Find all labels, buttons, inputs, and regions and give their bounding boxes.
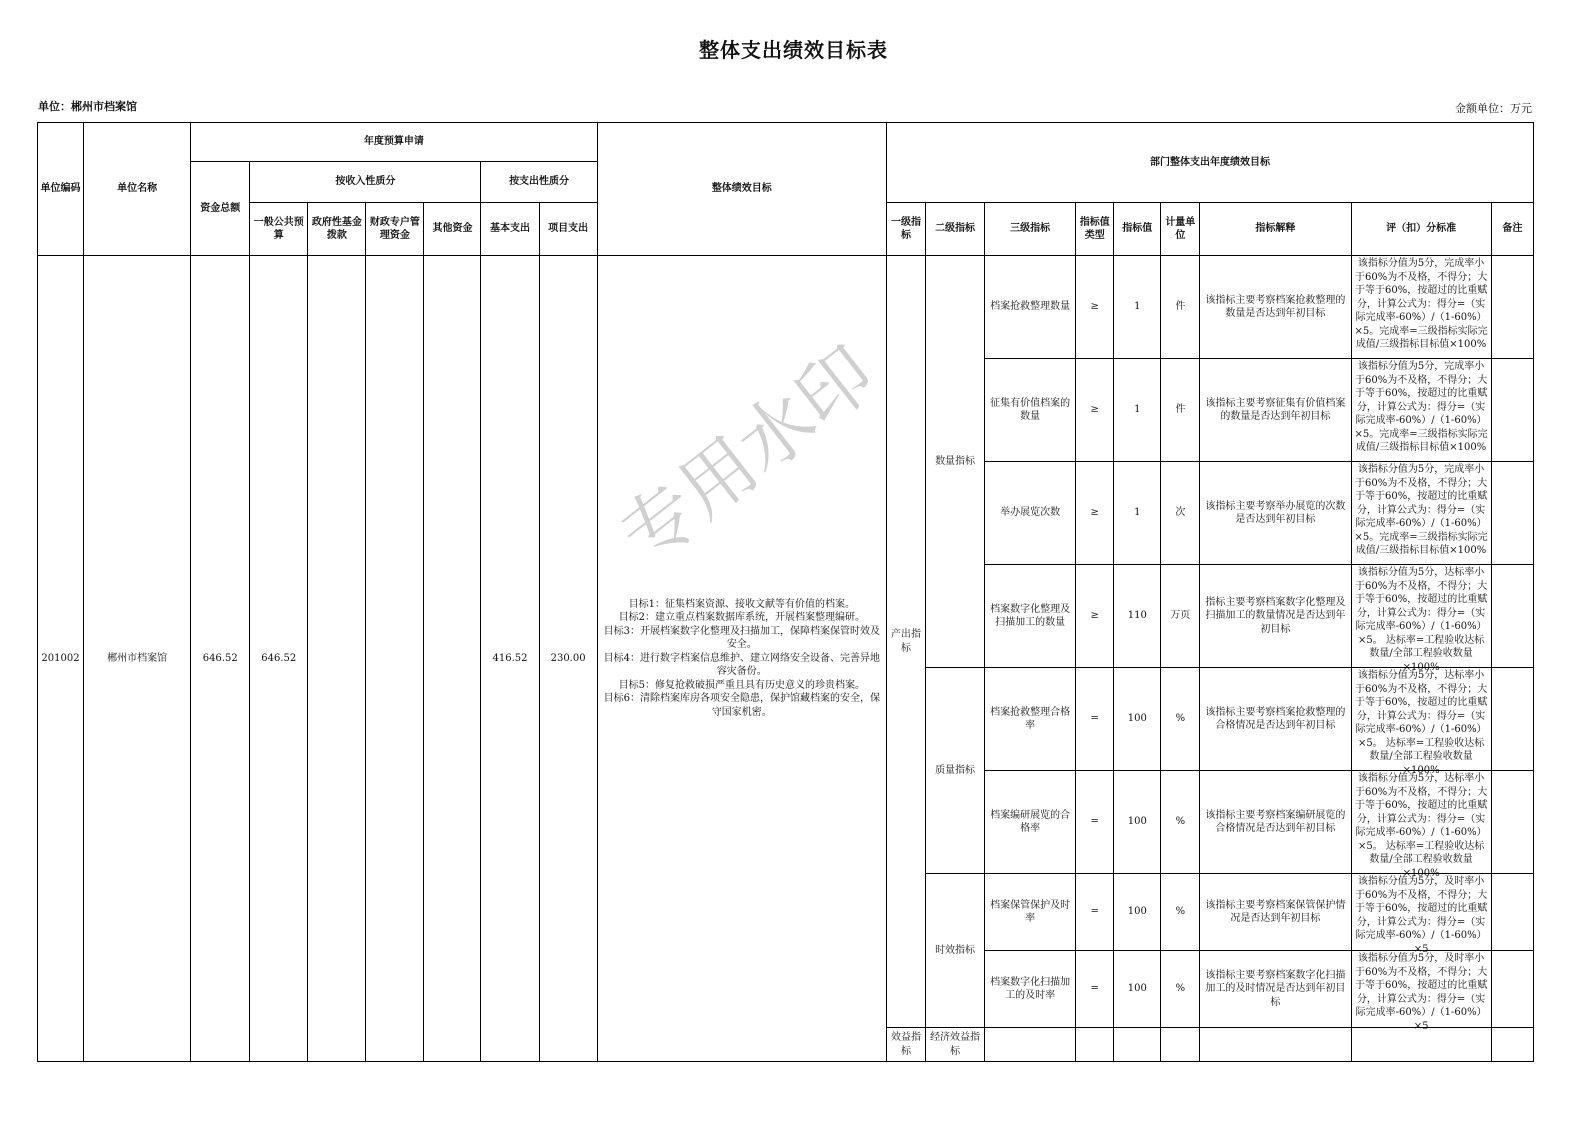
- level2-timeliness-cell: 时效指标: [926, 874, 985, 1028]
- level1-output-cell: 产出指标: [886, 256, 925, 1028]
- header-remark: 备注: [1491, 203, 1533, 256]
- amount-unit-label: 金额单位：万元: [1455, 102, 1532, 115]
- indicator-value: 100: [1114, 668, 1161, 771]
- header-scoring: 评（扣）分标准: [1351, 203, 1491, 256]
- header-level2: 二级指标: [926, 203, 985, 256]
- indicator-explanation: 该指标主要考察征集有价值档案的数量是否达到年初目标: [1200, 359, 1351, 462]
- indicator-remark: [1491, 874, 1533, 951]
- indicator-remark: [1491, 256, 1533, 359]
- indicator-type: ≥: [1076, 565, 1114, 668]
- indicator-name: 档案编研展览的合格率: [985, 771, 1076, 874]
- header-total-funds: 资金总额: [191, 162, 250, 256]
- watermark: 专用水印: [604, 330, 892, 581]
- header-dept-goal: 部门整体支出年度绩效目标: [886, 123, 1533, 203]
- goal-line: 目标3：开展档案数字化整理及扫描加工，保障档案保管时效及安全。: [603, 625, 880, 651]
- indicator-type: =: [1076, 771, 1114, 874]
- indicator-name: 档案抢救整理合格率: [985, 668, 1076, 771]
- goal-line: 目标2：建立重点档案数据库系统，开展档案整理编研。: [618, 612, 865, 624]
- indicator-unit: %: [1161, 951, 1200, 1028]
- header-annual-budget: 年度预算申请: [191, 123, 597, 162]
- indicator-scoring: 该指标分值为5分，及时率小于60%为不及格，不得分；大于等于60%，按超过的比重赋分，计算公式为：得分=（实际完成率-60%）/（1-60%）×5: [1354, 876, 1488, 955]
- header-special-fund: 财政专户管理资金: [366, 203, 424, 256]
- header-measure-unit: 计量单位: [1161, 203, 1200, 256]
- empty-cell: [1200, 1028, 1351, 1062]
- indicator-name: 档案数字化整理及扫描加工的数量: [985, 565, 1076, 668]
- level2-economic-cell: 经济效益指标: [926, 1028, 985, 1062]
- indicator-remark: [1491, 462, 1533, 565]
- table-row: [38, 256, 1534, 359]
- header-basic-expense: 基本支出: [481, 203, 539, 256]
- indicator-value: 100: [1114, 771, 1161, 874]
- header-overall-goal: 整体绩效目标: [597, 123, 886, 256]
- indicator-scoring: 该指标分值为5分，达标率小于60%为不及格，不得分；大于等于60%，按超过的比重赋分，计算公式为：得分=（实际完成率-60%）/（1-60%）×5。 达标率=工程验收达标数量/全部工程验收数量×100%: [1354, 567, 1488, 673]
- header-unit-code: 单位编码: [38, 123, 84, 256]
- empty-cell: [1491, 1028, 1533, 1062]
- indicator-explanation: 该指标主要考察档案抢救整理的合格情况是否达到年初目标: [1200, 668, 1351, 771]
- indicator-scoring-cell: [1351, 771, 1491, 879]
- indicator-remark: [1491, 771, 1533, 874]
- empty-cell: [985, 1028, 1076, 1062]
- indicator-type: ≥: [1076, 256, 1114, 359]
- goal-line: 目标6：清除档案库房各项安全隐患，保护馆藏档案的安全，保守国家机密。: [603, 693, 880, 718]
- indicator-remark: [1491, 951, 1533, 1028]
- unit-label: 单位：郴州市档案馆: [38, 100, 137, 113]
- goal-line: 目标5：修复抢救破损严重且具有历史意义的珍贵档案。: [618, 679, 865, 691]
- indicator-scoring-cell: [1351, 256, 1491, 359]
- indicator-scoring-cell: [1351, 951, 1491, 1032]
- header-level1: 一级指标: [886, 203, 925, 256]
- indicator-unit: 件: [1161, 256, 1200, 359]
- indicator-type: ≥: [1076, 359, 1114, 462]
- header-by-income: 按收入性质分: [250, 162, 481, 203]
- indicator-unit: %: [1161, 771, 1200, 874]
- unit-code-cell: 201002: [38, 256, 84, 1062]
- header-value: 指标值: [1114, 203, 1161, 256]
- indicator-explanation: 该指标主要考察档案保管保护情况是否达到年初目标: [1200, 874, 1351, 951]
- indicator-scoring-cell: [1351, 359, 1491, 462]
- header-other-fund: 其他资金: [424, 203, 481, 256]
- indicator-value: 1: [1114, 462, 1161, 565]
- header-value-type: 指标值类型: [1076, 203, 1114, 256]
- indicator-scoring-cell: [1351, 874, 1491, 955]
- indicator-explanation: 该指标主要考察档案抢救整理的数量是否达到年初目标: [1200, 256, 1351, 359]
- indicator-scoring-cell: [1351, 668, 1491, 776]
- page-title: 整体支出绩效目标表: [699, 38, 888, 62]
- header-by-expense: 按支出性质分: [481, 162, 597, 203]
- goal-line: 目标1：征集档案资源、接收文献等有价值的档案。: [628, 598, 855, 610]
- indicator-remark: [1491, 359, 1533, 462]
- indicator-name: 举办展览次数: [985, 462, 1076, 565]
- indicator-scoring: 该指标分值为5分，完成率小于60%为不及格，不得分；大于等于60%，按超过的比重赋分，计算公式为：得分=（实际完成率-60%）/（1-60%）×5。完成率=三级指标实际完成值/三级指标目标值×100%: [1354, 464, 1488, 556]
- indicator-scoring: 该指标分值为5分，完成率小于60%为不及格，不得分；大于等于60%，按超过的比重赋分，计算公式为：得分=（实际完成率-60%）/（1-60%）×5。完成率=三级指标实际完成值/三级指标目标值×100%: [1354, 258, 1488, 350]
- header-gov-fund: 政府性基金拨款: [308, 203, 366, 256]
- header-general-budget: 一般公共预算: [250, 203, 308, 256]
- indicator-scoring-cell: [1351, 565, 1491, 673]
- indicator-explanation: 该指标主要考察档案数字化扫描加工的及时情况是否达到年初目标: [1200, 951, 1351, 1028]
- level2-quantity-cell: 数量指标: [926, 256, 985, 668]
- indicator-scoring: 该指标分值为5分，完成率小于60%为不及格，不得分；大于等于60%，按超过的比重赋分，计算公式为：得分=（实际完成率-60%）/（1-60%）×5。完成率=三级指标实际完成值/三级指标目标值×100%: [1354, 361, 1488, 453]
- empty-cell: [1161, 1028, 1200, 1062]
- indicator-value: 1: [1114, 256, 1161, 359]
- indicator-scoring-cell: [1351, 462, 1491, 565]
- indicator-scoring: 该指标分值为5分，及时率小于60%为不及格，不得分；大于等于60%，按超过的比重赋分，计算公式为：得分=（实际完成率-60%）/（1-60%）×5: [1354, 953, 1488, 1032]
- other-fund-cell: [424, 256, 481, 1062]
- indicator-value: 110: [1114, 565, 1161, 668]
- header-project-expense: 项目支出: [539, 203, 597, 256]
- indicator-type: =: [1076, 874, 1114, 951]
- header-explanation: 指标解释: [1200, 203, 1351, 256]
- indicator-unit: %: [1161, 668, 1200, 771]
- basic-expense-cell: 416.52: [481, 256, 539, 1062]
- project-expense-cell: 230.00: [539, 256, 597, 1062]
- header-row-1: [38, 123, 1534, 162]
- indicator-name: 档案抢救整理数量: [985, 256, 1076, 359]
- special-fund-cell: [366, 256, 424, 1062]
- goal-line: 目标4：进行数字档案信息维护、建立网络安全设备、完善异地容灾备份。: [603, 652, 880, 678]
- unit-name-cell: 郴州市档案馆: [84, 256, 191, 1062]
- indicator-remark: [1491, 668, 1533, 771]
- empty-cell: [1114, 1028, 1161, 1062]
- indicator-unit: 次: [1161, 462, 1200, 565]
- indicator-value: 100: [1114, 874, 1161, 951]
- level2-quality-cell: 质量指标: [926, 668, 985, 874]
- general-budget-cell: 646.52: [250, 256, 308, 1062]
- indicator-scoring: 该指标分值为5分，达标率小于60%为不及格，不得分；大于等于60%，按超过的比重赋分，计算公式为：得分=（实际完成率-60%）/（1-60%）×5。 达标率=工程验收达标数量/全部工程验收数量×100%: [1354, 670, 1488, 776]
- indicator-value: 1: [1114, 359, 1161, 462]
- header-unit-name: 单位名称: [84, 123, 191, 256]
- level1-benefit-cell: 效益指标: [886, 1028, 925, 1062]
- indicator-unit: 件: [1161, 359, 1200, 462]
- indicator-scoring: 该指标分值为5分，达标率小于60%为不及格，不得分；大于等于60%，按超过的比重赋分，计算公式为：得分=（实际完成率-60%）/（1-60%）×5。 达标率=工程验收达标数量/全部工程验收数量×100%: [1354, 773, 1488, 879]
- indicator-name: 档案数字化扫描加工的及时率: [985, 951, 1076, 1028]
- indicator-remark: [1491, 565, 1533, 668]
- indicator-value: 100: [1114, 951, 1161, 1028]
- header-level3: 三级指标: [985, 203, 1076, 256]
- indicator-type: ≥: [1076, 462, 1114, 565]
- empty-cell: [1076, 1028, 1114, 1062]
- gov-fund-cell: [308, 256, 366, 1062]
- indicator-explanation: 指标主要考察档案数字化整理及扫描加工的数量情况是否达到年初目标: [1200, 565, 1351, 668]
- indicator-explanation: 该指标主要考察举办展览的次数是否达到年初目标: [1200, 462, 1351, 565]
- indicator-type: =: [1076, 668, 1114, 771]
- total-funds-cell: 646.52: [191, 256, 250, 1062]
- overall-goal-cell: [597, 256, 886, 1062]
- performance-target-table: [37, 122, 1534, 1062]
- indicator-unit: %: [1161, 874, 1200, 951]
- indicator-unit: 万页: [1161, 565, 1200, 668]
- indicator-name: 征集有价值档案的数量: [985, 359, 1076, 462]
- indicator-type: =: [1076, 951, 1114, 1028]
- indicator-name: 档案保管保护及时率: [985, 874, 1076, 951]
- indicator-explanation: 该指标主要考察档案编研展览的合格情况是否达到年初目标: [1200, 771, 1351, 874]
